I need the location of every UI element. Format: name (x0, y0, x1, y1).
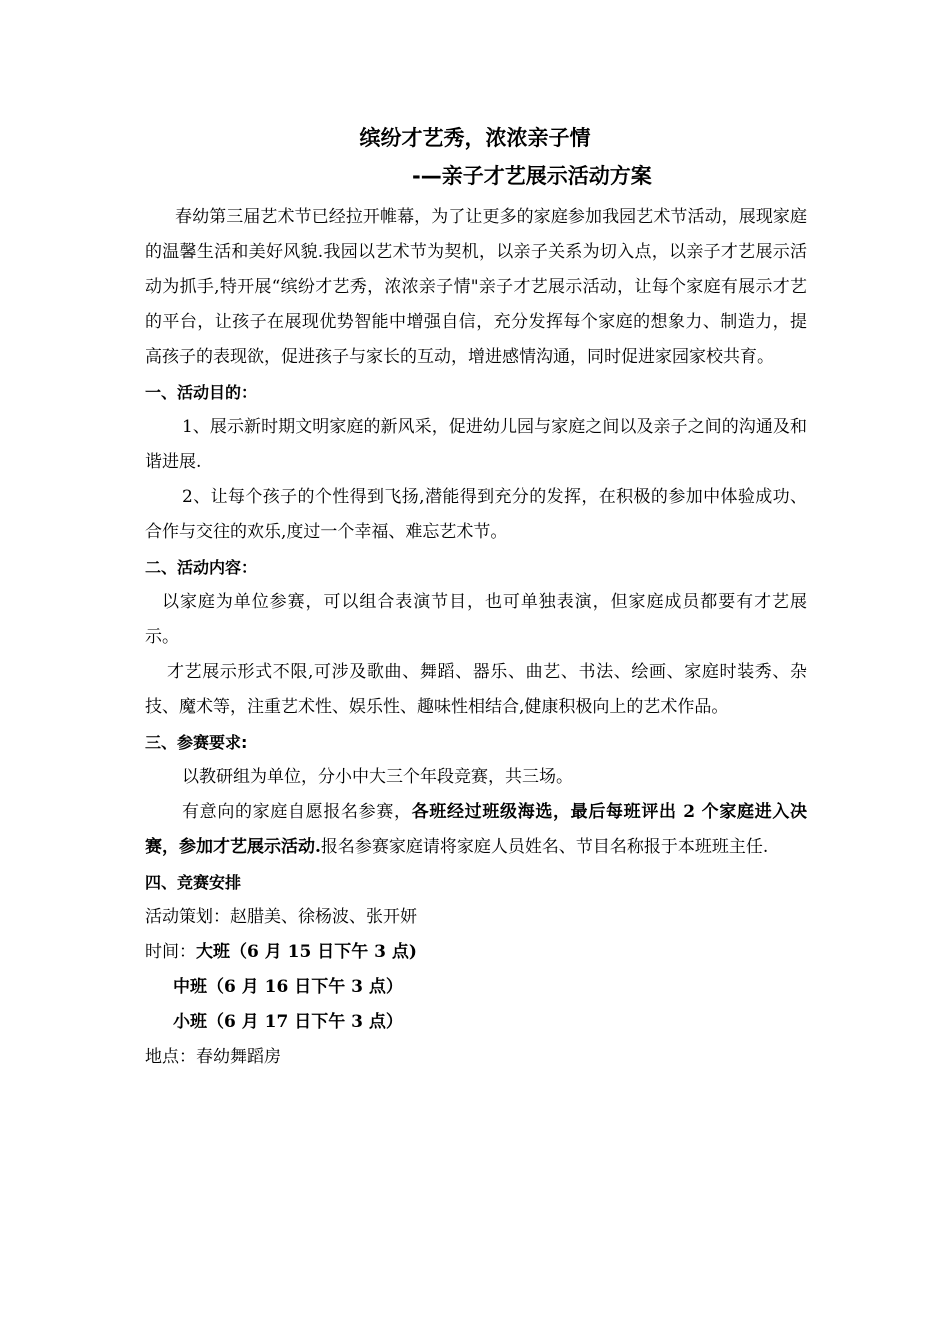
document-body (145, 200, 807, 1075)
schedule-place: 地点：春幼舞蹈房 (145, 1047, 281, 1067)
schedule-time-small-class: 小班（6 月 17 日下午 3 点） (173, 1012, 403, 1032)
section-heading-content: 二、活动内容： (145, 558, 258, 577)
requirements-text-bold: 各班经过班级海选，最后每班评出 2 个家庭进入决赛，参加才艺展示活动. (145, 802, 808, 857)
section-heading-requirements: 三、参赛要求: (145, 733, 248, 752)
section-heading-schedule: 四、竞赛安排 (145, 873, 242, 892)
requirements-paragraph-2 (145, 795, 807, 865)
schedule-time-big-class: 大班（6 月 15 日下午 3 点) (196, 942, 417, 962)
section-heading-goals: 一、活动目的： (145, 383, 258, 402)
schedule-time-row (145, 935, 807, 970)
requirements-paragraph-1: 以教研组为单位，分小中大三个年段竞赛，共三场。 (182, 767, 573, 787)
schedule-planner: 活动策划：赵腊美、徐杨波、张开妍 (145, 907, 417, 927)
schedule-time-middle-class: 中班（6 月 16 日下午 3 点） (173, 977, 403, 997)
goal-item-1: 1、展示新时期文明家庭的新风采，促进幼儿园与家庭之间以及亲子之间的沟通及和谐进展. (145, 417, 807, 472)
document-title: 缤纷才艺秀，浓浓亲子情 (359, 126, 591, 150)
goal-item-2: 2、让每个孩子的个性得到飞扬,潜能得到充分的发挥，在积极的参加中体验成功、合作与交往的欢乐,度过一个幸福、难忘艺术节。 (145, 487, 807, 542)
intro-paragraph: 春幼第三届艺术节已经拉开帷幕，为了让更多的家庭参加我园艺术节活动，展现家庭的温馨生活和美好风貌.我园以艺术节为契机，以亲子关系为切入点，以亲子才艺展示活动为抓手,特开展“缤纷才艺秀，浓浓亲子情"亲子才艺展示活动，让每个家庭有展示才艺的平台，让孩子在展现优势智能中增强自信，充分发挥每个家庭的想象力、制造力，提高孩子的表现欲，促进孩子与家长的互动，增进感情沟通，同时促进家园家校共育。 (145, 207, 807, 367)
requirements-text-c: 报名参赛家庭请将家庭人员姓名、节目名称报于本班班主任. (320, 837, 769, 857)
content-paragraph-1: 以家庭为单位参赛，可以组合表演节目，也可单独表演，但家庭成员都要有才艺展示。 (145, 592, 807, 647)
content-paragraph-2: 才艺展示形式不限,可涉及歌曲、舞蹈、器乐、曲艺、书法、绘画、家庭时装秀、杂技、魔术等，注重艺术性、娱乐性、趣味性相结合,健康积极向上的艺术作品。 (145, 662, 807, 717)
requirements-text-a: 有意向的家庭自愿报名参赛， (182, 802, 412, 822)
schedule-time-label: 时间： (145, 942, 196, 962)
document-subtitle: -—亲子才艺展示活动方案 (412, 164, 652, 188)
